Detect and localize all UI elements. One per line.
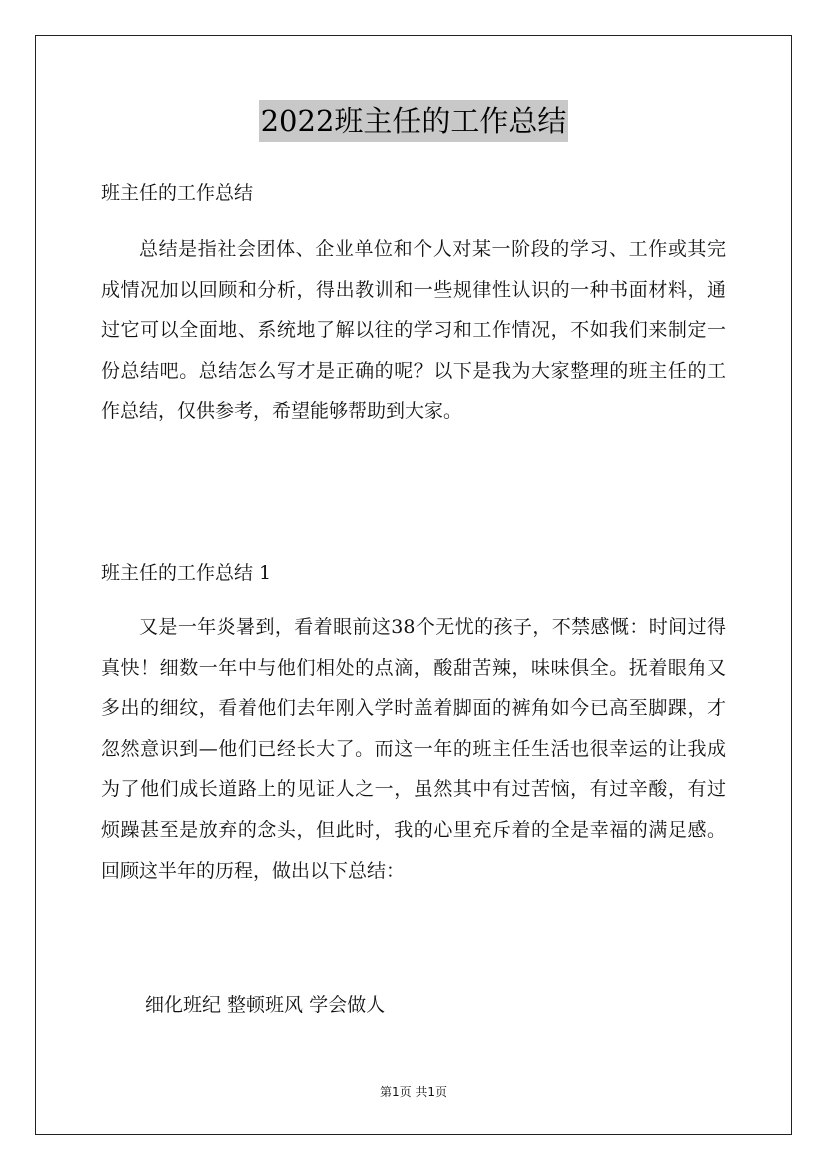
document-subtitle: 班主任的工作总结 <box>101 182 254 204</box>
intro-paragraph: 总结是指社会团体、企业单位和个人对某一阶段的学习、工作或其完成情况加以回顾和分析，得出教训和一些规律性认识的一种书面材料，通过它可以全面地、系统地了解以往的学习和工作情况，不如我们来制定一份总结吧。总结怎么写才是正确的呢？以下是我为大家整理的班主任的工作总结，仅供参考，希望能够帮助到大家。 <box>101 238 726 423</box>
page-footer: 第1页 共1页 <box>379 1085 448 1099</box>
section-heading: 班主任的工作总结 1 <box>101 562 272 584</box>
document-title: 2022班主任的工作总结 <box>259 100 569 142</box>
sub-heading: 细化班纪 整顿班风 学会做人 <box>145 994 386 1016</box>
section-paragraph: 又是一年炎暑到，看着眼前这38个无忧的孩子，不禁感慨：时间过得真快！细数一年中与他们相处的点滴，酸甜苦辣，味味俱全。抚着眼角又多出的细纹，看着他们去年刚入学时盖着脚面的裤角如今已高至脚踝，才忽然意识到—他们已经长大了。而这一年的班主任生活也很幸运的让我成为了他们成长道路上的见证人之一，虽然其中有过苦恼，有过辛酸，有过烦躁甚至是放弃的念头，但此时，我的心里充斥着的全是幸福的满足感。回顾这半年的历程，做出以下总结： <box>101 616 726 882</box>
title-container <box>0 100 827 142</box>
